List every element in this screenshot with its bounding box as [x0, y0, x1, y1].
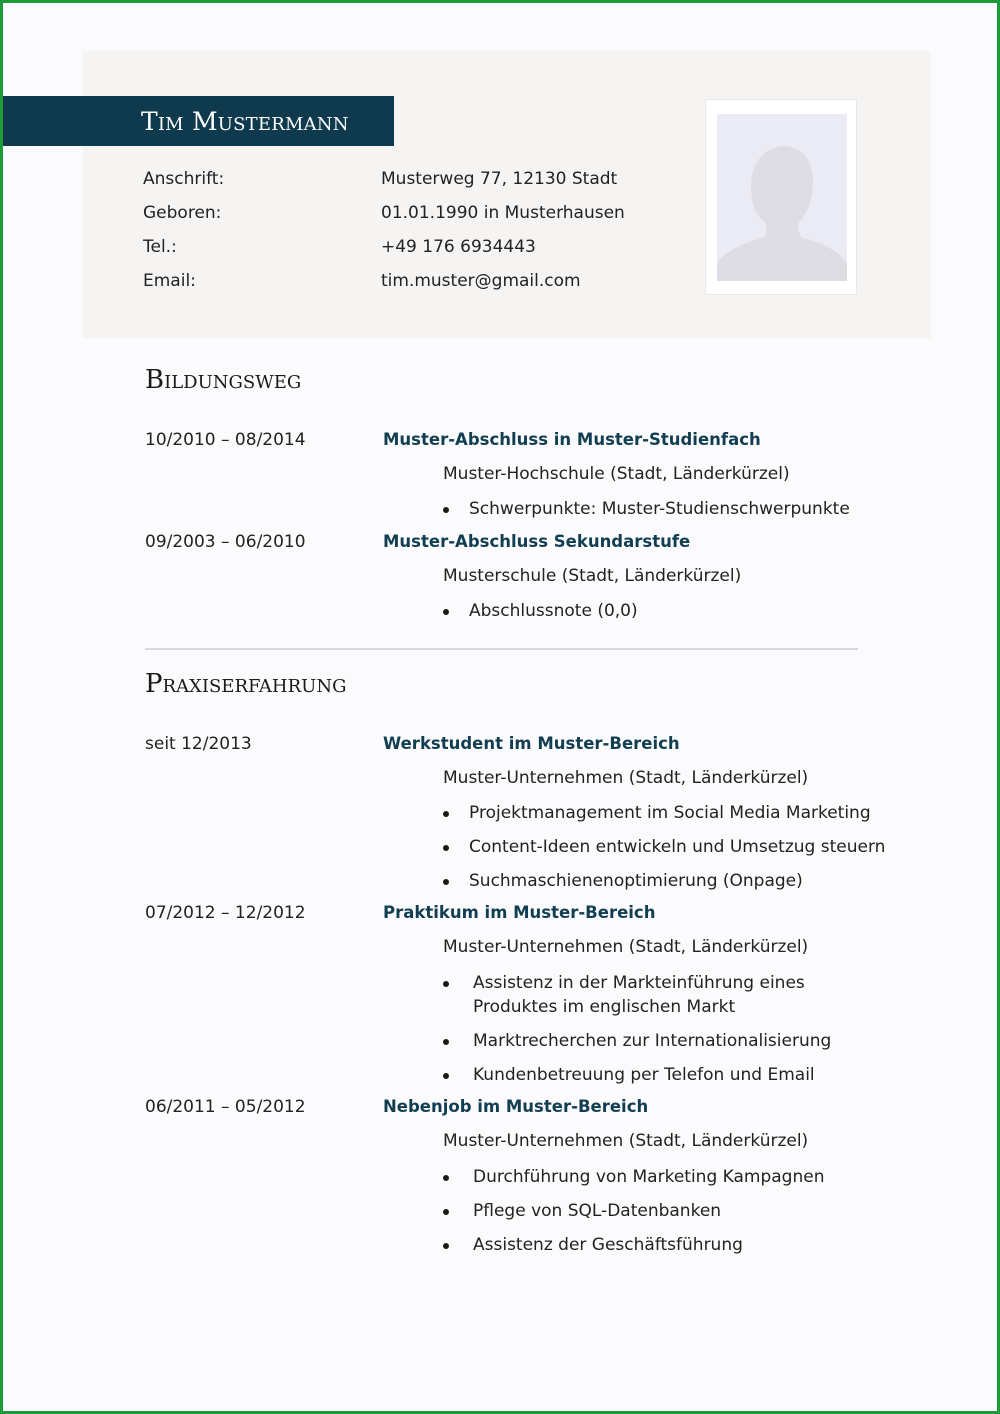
entry-bullet: Kundenbetreuung per Telefon und Email — [473, 1065, 815, 1085]
entry-bullet: Marktrecherchen zur Internationalisierung — [473, 1031, 832, 1051]
entry-institution: Musterschule (Stadt, Länderkürzel) — [443, 566, 742, 586]
experience-entry-2 — [3, 903, 1000, 929]
entry-institution: Muster-Unternehmen (Stadt, Länderkürzel) — [443, 768, 809, 788]
entry-date: seit 12/2013 — [145, 734, 252, 754]
bullet-icon — [443, 879, 449, 885]
profile-photo-placeholder — [705, 99, 857, 295]
contact-value: Musterweg 77, 12130 Stadt — [381, 169, 618, 189]
entry-bullet: Pflege von SQL-Datenbanken — [473, 1201, 722, 1221]
contact-value: 01.01.1990 in Musterhausen — [381, 203, 625, 223]
bullet-icon — [443, 609, 449, 615]
bullet-icon — [443, 1175, 449, 1181]
entry-title: Praktikum im Muster-Bereich — [383, 903, 656, 922]
entry-date: 06/2011 – 05/2012 — [145, 1097, 306, 1117]
section-divider — [145, 648, 858, 650]
bullet-icon — [443, 845, 449, 851]
contact-row-email — [143, 271, 663, 297]
entry-bullet: Assistenz in der Markteinführung eines — [473, 973, 805, 993]
contact-value: tim.muster@gmail.com — [381, 271, 581, 291]
contact-value: +49 176 6934443 — [381, 237, 536, 257]
contact-label: Geboren: — [143, 203, 222, 223]
person-name: Tim Mustermann — [141, 106, 349, 136]
contact-label: Anschrift: — [143, 169, 225, 189]
contact-row-birth — [143, 203, 663, 229]
contact-row-address — [143, 169, 663, 195]
experience-entry-3 — [3, 1097, 1000, 1123]
entry-bullet: Assistenz der Geschäftsführung — [473, 1235, 743, 1255]
section-heading-education: Bildungsweg — [145, 365, 302, 395]
bullet-icon — [443, 1039, 449, 1045]
entry-title: Werkstudent im Muster-Bereich — [383, 734, 680, 753]
contact-label: Email: — [143, 271, 196, 291]
entry-date: 09/2003 – 06/2010 — [145, 532, 306, 552]
bullet-icon — [443, 1073, 449, 1079]
entry-title: Muster-Abschluss Sekundarstufe — [383, 532, 691, 551]
entry-institution: Muster-Unternehmen (Stadt, Länderkürzel) — [443, 937, 809, 957]
entry-title: Muster-Abschluss in Muster-Studienfach — [383, 430, 761, 449]
section-heading-experience: Praxiserfahrung — [145, 669, 347, 699]
entry-bullet: Schwerpunkte: Muster-Studienschwerpunkte — [469, 499, 850, 519]
bullet-icon — [443, 1209, 449, 1215]
entry-bullet: Suchmaschienenoptimierung (Onpage) — [469, 871, 803, 891]
bullet-icon — [443, 507, 449, 513]
education-entry-1 — [3, 430, 1000, 456]
bullet-icon — [443, 811, 449, 817]
name-banner — [3, 96, 394, 146]
contact-label: Tel.: — [143, 237, 177, 257]
entry-institution: Muster-Unternehmen (Stadt, Länderkürzel) — [443, 1131, 809, 1151]
entry-bullet: Abschlussnote (0,0) — [469, 601, 638, 621]
entry-bullet: Content-Ideen entwickeln und Umsetzug steuern — [469, 837, 886, 857]
entry-date: 07/2012 – 12/2012 — [145, 903, 306, 923]
contact-row-phone — [143, 237, 663, 263]
entry-title: Nebenjob im Muster-Bereich — [383, 1097, 649, 1116]
entry-bullet-continued: Produktes im englischen Markt — [473, 997, 736, 1017]
bullet-icon — [443, 981, 449, 987]
entry-bullet: Durchführung von Marketing Kampagnen — [473, 1167, 825, 1187]
person-silhouette-icon — [717, 114, 847, 281]
experience-entry-1 — [3, 734, 1000, 760]
bullet-icon — [443, 1243, 449, 1249]
entry-institution: Muster-Hochschule (Stadt, Länderkürzel) — [443, 464, 790, 484]
education-entry-2 — [3, 532, 1000, 558]
entry-bullet: Projektmanagement im Social Media Marketing — [469, 803, 871, 823]
entry-date: 10/2010 – 08/2014 — [145, 430, 306, 450]
